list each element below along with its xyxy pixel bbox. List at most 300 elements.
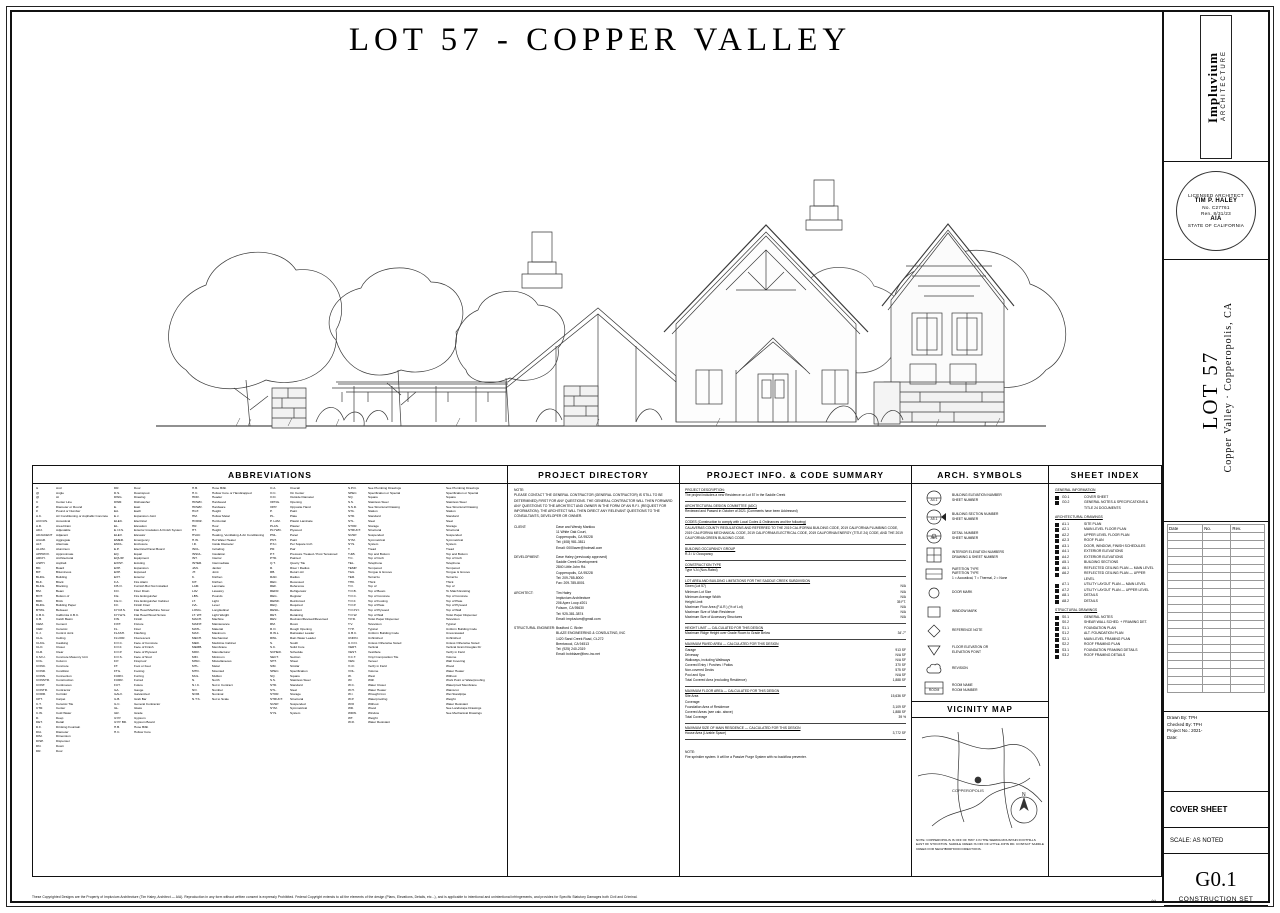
sheet-index-group-title: GENERAL INFORMATION [1055, 488, 1096, 492]
abbreviation-key: FURR. [114, 678, 124, 683]
abbreviation-value: Light Weight [212, 612, 230, 617]
abbreviation-value: Suspended [368, 532, 384, 537]
revision-cell [1231, 589, 1265, 597]
abbreviation-value: Recessed [290, 579, 304, 584]
project-info-row-value: 1,888 SF [892, 678, 906, 683]
directory-entry-label: ARCHITECT: [514, 590, 534, 595]
revision-cell [1231, 685, 1265, 693]
abbreviation-key: EXP. [114, 570, 121, 575]
abbreviation-value: Unless Otherwise Noted [368, 640, 402, 645]
abbreviation-value: Paint [290, 509, 298, 514]
abbreviation-value: Equal [134, 551, 142, 556]
abbreviation-value: Opening [290, 500, 302, 505]
abbreviation-value: To Match Existing [446, 589, 471, 594]
sheet-index-body [1049, 484, 1161, 667]
sheet-index-number: S2.2 [1062, 642, 1069, 647]
directory-entries [514, 525, 673, 658]
abbreviation-key: F.E.C. [114, 598, 123, 603]
symbol-label [952, 666, 1044, 670]
abbreviation-value: Fixture [134, 621, 144, 626]
abbreviation-value: Bituminous [56, 570, 72, 575]
abbreviation-value: Quarry Tile [290, 561, 306, 565]
abbreviation-key: SPEC. [270, 668, 280, 673]
abbreviation-value: Control Joint [56, 631, 74, 636]
sheet-index-row[interactable] [1055, 571, 1155, 582]
abbreviation-key: S.S. [270, 678, 276, 683]
project-info-row-label: Covered Areas (see calc. above) [685, 709, 733, 714]
checkbox-icon [1055, 534, 1059, 538]
abbreviation-value: Per Square Inch [290, 542, 313, 547]
abbreviation-value: Asphalt [56, 561, 67, 565]
abbreviation-value: Weight [368, 715, 378, 720]
directory-note [514, 488, 673, 520]
logo-box [1200, 15, 1232, 159]
abbreviation-key: INT. [192, 556, 198, 561]
project-info-row-label: Minimum Average Width [685, 594, 721, 599]
abbreviation-value: Furring [134, 673, 144, 678]
directory-entry-lines [556, 525, 673, 551]
sheet-index-number: G0.2 [1062, 500, 1070, 505]
interior-elevation-marker-icon [916, 546, 952, 564]
project-info-row-label: Height Limit [685, 599, 703, 604]
sheet-index-row[interactable] [1055, 653, 1155, 659]
vicinity-map [912, 718, 1048, 836]
checkbox-icon [1055, 622, 1059, 626]
abbreviation-key: ELEC. [114, 518, 123, 523]
abbreviation-value: Overall [290, 486, 300, 490]
checkbox-icon [1055, 523, 1059, 527]
abbreviation-key: STRUCT. [270, 696, 284, 701]
sheet-index-number: A5.1 [1062, 560, 1069, 565]
abbreviation-value: Maximum [212, 631, 226, 636]
abbreviation-key: FURN. [114, 673, 124, 678]
abbreviation-value: Height [212, 509, 221, 514]
abbreviation-value: Storage [368, 523, 379, 528]
svg-text:A5.1: A5.1 [930, 516, 938, 521]
sheet-index-number: S0.1 [1062, 614, 1069, 619]
project-meta-row: Checked By: TPH [1167, 721, 1202, 727]
abbreviation-key: N.I.C. [192, 682, 200, 687]
abbreviation-value: Work Point or Waterproofing [446, 678, 485, 683]
abbreviation-key: F.E. [114, 593, 120, 598]
abbreviation-value: Air Conditioning or Asphaltic Concrete [56, 514, 109, 519]
abbreviation-value: Fireproof [134, 659, 147, 664]
abbreviation-key: AGGR. [36, 537, 46, 542]
abbreviation-value: Similar [290, 664, 300, 669]
abbreviation-key: DIM. [36, 734, 43, 739]
project-meta-rows [1167, 715, 1265, 741]
abbreviation-value: Water Heater [446, 668, 465, 673]
abbreviation-key: CONN. [36, 673, 46, 678]
project-info-row-label: Maximum Size of Accessory Structures [685, 615, 743, 620]
abbreviation-key: Ø [36, 504, 39, 509]
abbreviation-value: Angle [56, 490, 64, 495]
abbreviation-value: Structural [368, 528, 382, 533]
abbreviation-value: Unless Otherwise Noted [446, 640, 480, 645]
revision-row [1168, 605, 1265, 613]
divider [685, 623, 906, 624]
abbreviation-value: Beam [56, 589, 65, 594]
abbreviation-value: Top and Bottom [368, 551, 390, 556]
firm-subtitle: ARCHITECTURE [1221, 49, 1227, 121]
abbreviation-value: Emergency [134, 537, 150, 542]
abbreviation-key: C.M.U. [36, 654, 46, 659]
abbreviation-key: MFR. [192, 650, 200, 655]
symbol-row [916, 488, 1044, 507]
sheet-index-number: A2.1 [1062, 527, 1069, 532]
abbreviation-value: Acoustical [56, 518, 71, 523]
project-info-row-label: Given (Lot 57) [685, 584, 706, 589]
abbreviation-key: FLUOR. [114, 636, 126, 640]
abbreviation-value: Storage [446, 523, 457, 528]
project-info-row-label: Minimum Lot Size [685, 589, 712, 594]
directory-line: Email: impluvium@gmail.com [556, 616, 601, 621]
panel-arch-symbols [912, 466, 1049, 876]
sheet-index-name: ALT. FOUNDATION PLAN [1084, 631, 1124, 636]
abbreviation-key: U.B.C. [348, 631, 358, 636]
sheet-index-name: GENERAL NOTES [1084, 614, 1113, 619]
symbol-label-line: ROOM NAME [952, 683, 973, 688]
sheet-index-group [1055, 515, 1155, 604]
abbreviation-key: MATL. [192, 626, 201, 631]
abbreviation-value: Ceramic [56, 626, 68, 631]
project-info-row-label: Maximum Floor Area (F.A.R.) (% of Lot) [685, 604, 743, 609]
directory-heading: PROJECT DIRECTORY [508, 466, 679, 484]
abbreviation-key: E.I.F.S. [114, 528, 124, 533]
abbreviation-value: Toilet Paper Dispenser [446, 612, 478, 617]
revision-row [1168, 533, 1265, 541]
abbreviation-value: On Center [290, 490, 305, 495]
directory-entry-lines [556, 591, 673, 623]
abbreviation-key: F.A. [114, 579, 120, 584]
abbreviation-value: Unfinished [368, 636, 383, 640]
project-info-section-title: BUILDING OCCUPANCY GROUP [685, 546, 736, 551]
project-info-row-label: Pool and Spa [685, 673, 705, 678]
revision-row [1168, 557, 1265, 565]
revision-cell [1203, 565, 1231, 573]
abbreviation-key: BLKG. [36, 584, 46, 589]
abbreviation-key: TYP. [348, 626, 355, 631]
abbreviation-key: H.B. [114, 725, 121, 730]
abbreviation-key: W. [348, 673, 352, 678]
abbreviation-value: See Plumbing Drawings [368, 486, 402, 490]
revision-cell [1231, 613, 1265, 621]
abbreviation-key: CONT. [36, 682, 46, 687]
abbreviation-value: Hose Bibb [212, 486, 227, 490]
directory-line: Folsom, CA 95630 [556, 606, 584, 611]
symbol-label-line: INTERIOR ELEVATION NUMBERS [952, 550, 1005, 555]
abbreviation-column [192, 486, 269, 753]
sheet-index-number: A6.2 [1062, 571, 1069, 576]
symbol-label [952, 567, 1044, 580]
revision-cell [1203, 549, 1231, 557]
abbreviation-value: Top of Plywood [368, 607, 389, 612]
sheet-index-name: FOUNDATION FRAMING DETAILS [1084, 647, 1138, 652]
abbreviation-column [426, 486, 503, 753]
abbreviation-key: T.O.B. [348, 589, 357, 594]
abbreviation-key: REF. [270, 584, 277, 589]
directory-line: Dave and Wendy Markiou [556, 524, 595, 529]
sheet-index-number: A8.1 [1062, 593, 1069, 598]
abbreviation-key: SUSP. [348, 532, 357, 537]
directory-line: 206 Apex Loop #201 [556, 601, 588, 606]
abbreviation-value: Square [368, 495, 378, 500]
revision-row [1168, 685, 1265, 693]
abbreviation-key: RET. [270, 612, 277, 617]
abbreviation-value: Telephone [368, 561, 383, 565]
abbreviation-key: SECT. [270, 654, 279, 659]
abbreviation-key: F.O.P. [114, 650, 123, 655]
abbreviation-key: HM. [192, 514, 198, 519]
project-info-row-value: N/A [900, 604, 906, 609]
project-title-block [1164, 260, 1268, 522]
abbreviation-key: BLDG. [36, 603, 46, 608]
project-info-row-value: 34'-7" [897, 631, 906, 636]
directory-line: 2840 Little John Rd. [556, 565, 587, 570]
directory-line: Dave Haley (previously approved) [556, 554, 608, 559]
abbreviation-value: Center [56, 706, 66, 711]
project-meta-row: Date: [1167, 734, 1178, 740]
abbreviation-key: MACH. [192, 617, 202, 622]
abbreviation-key: SPEC. [348, 490, 358, 495]
abbreviation-key: REINF. [270, 598, 280, 603]
abbreviation-key: W.I. [348, 692, 354, 697]
abbreviation-key: W/O [348, 701, 355, 706]
sheet-index-name: DETAILS [1084, 593, 1098, 598]
project-name: LOT 57 [1198, 351, 1222, 430]
abbreviation-key: P.T. [270, 551, 275, 556]
directory-line: Fax: 209-785-8001 [556, 581, 585, 586]
abbreviation-value: Mounted [212, 668, 225, 673]
abbreviation-row [348, 720, 425, 725]
abbreviation-key: T.C. [348, 556, 354, 561]
abbreviation-value: Top and Bottom [446, 551, 468, 556]
abbreviation-value: Maintenance [212, 621, 230, 626]
abbreviation-value: Drawing [134, 495, 146, 500]
sheet-index-row[interactable] [1055, 500, 1155, 511]
symbol-row [916, 545, 1044, 564]
sheet-scale: SCALE: AS NOTED [1164, 828, 1268, 854]
abbreviation-key: DWR. [114, 500, 123, 505]
abbreviation-key: S.S. [348, 500, 354, 505]
project-info-row-label: Total Covered Area (excluding Residence) [685, 678, 747, 683]
symbol-label-line: DOOR MARK [952, 590, 973, 595]
abbreviation-value: Panel [290, 532, 298, 537]
project-info-section [685, 626, 906, 636]
abbreviation-value: Waterproof Membrane [446, 682, 477, 687]
revision-cell [1168, 605, 1203, 613]
abbreviation-value: Typical [446, 621, 456, 626]
stamp-bottom: STATE OF CALIFORNIA [1187, 222, 1245, 228]
abbreviation-value: Fire Alarm [134, 579, 149, 584]
revision-cell [1203, 605, 1231, 613]
symbol-label-line: SHEET NUMBER [952, 497, 979, 502]
revision-cell [1231, 533, 1265, 541]
project-info-row-value: N/A [900, 615, 906, 620]
abbreviation-value: Fluorescent [134, 636, 151, 640]
symbol-row [916, 659, 1044, 678]
sheet-index-group [1055, 488, 1155, 511]
abbreviation-value: Joint [212, 570, 219, 575]
sheet-index-name: UTILITY LAYOUT PLAN — UPPER LEVEL [1084, 587, 1150, 592]
panel-sheet-index [1049, 466, 1161, 876]
abbreviation-key: REG. [270, 593, 278, 598]
abbreviation-value: West [368, 673, 375, 678]
abbreviation-value: Hardwood [212, 500, 227, 505]
abbreviation-key: E. [114, 504, 117, 509]
abbreviation-value: Tongue & Groove [446, 570, 471, 575]
abbreviation-value: Kitchen [212, 575, 223, 580]
abbreviation-value: Bottom of [56, 593, 70, 598]
abbreviation-key: MTD. [192, 668, 200, 673]
abbreviation-value: Diameter [56, 729, 69, 734]
abbreviation-value: Electrical [134, 518, 147, 523]
abbreviation-value: Material [212, 626, 224, 631]
revision-cell [1231, 581, 1265, 589]
architect-stamp [1164, 162, 1268, 260]
abbreviation-value: Verify in Field [368, 664, 387, 669]
abbreviation-key: F.F. [114, 603, 119, 608]
abbreviation-key: VOL. [348, 668, 356, 673]
abbreviation-value: Building Paper [56, 603, 77, 608]
revision-cell [1203, 573, 1231, 581]
abbreviation-value: Caulking [56, 640, 69, 645]
abbreviation-value: Hour [212, 523, 219, 528]
abbreviation-key: PLYWD. [270, 528, 282, 533]
sheet-index-group-title: STRUCTURAL DRAWINGS [1055, 608, 1098, 613]
project-info-section-title: CONSTRUCTION TYPE [685, 563, 722, 568]
sheet-index-number: A6.1 [1062, 565, 1069, 570]
abbreviation-value: See Structural Drawing [446, 504, 478, 509]
revision-cell [1168, 645, 1203, 653]
checkbox-icon [1055, 600, 1059, 604]
project-info-row-value: 39 % [898, 714, 906, 719]
directory-entry-label: CLIENT: [514, 524, 527, 529]
sheet-index-name: BUILDING SECTIONS [1084, 560, 1119, 565]
sheet-index-number: G0.1 [1062, 494, 1070, 499]
revision-cell [1168, 661, 1203, 669]
abbreviation-value: Painted [290, 556, 301, 561]
abbreviation-value: Elevation [134, 523, 147, 528]
directory-entry-label: STRUCTURAL ENGINEER: [514, 626, 556, 631]
revision-cell [1168, 621, 1203, 629]
abbreviation-value: General Contractor [134, 701, 161, 706]
abbreviation-value: Plate [290, 514, 298, 519]
abbreviation-key: CER. [36, 626, 44, 631]
project-info-row-label: Total Coverage [685, 714, 708, 719]
symbol-label-line: WINDOW MARK [952, 609, 977, 614]
sheet-index-name: MAIN LEVEL FRAMING PLAN [1084, 636, 1131, 641]
project-info-row-value: 15,636 SF [890, 694, 906, 699]
room-tag-icon [916, 679, 952, 697]
abbreviation-key: SYM. [348, 537, 356, 542]
checkbox-icon [1055, 649, 1059, 653]
abbreviation-value: Existing [134, 561, 145, 565]
abbreviation-key: STL. [270, 687, 277, 692]
revision-header-row [1168, 525, 1265, 533]
abbreviation-key: FTG. [114, 668, 122, 673]
abbreviation-value: Metal [212, 664, 220, 669]
sheet-index-name: DETAILS [1084, 598, 1098, 603]
project-info-line: CALAVERAS COUNTY REGULATIONS AND REFERRED TO THE 2019 CALIFORNIA BUILDING CODE, 2019 CALIFORNIA PLUMBING CODE, 2019 CALIFORNIA MECHANICAL CODE, 2019 CALIFORNIA ELECTRICAL CODE, 2019 CALIFORNIA ENERGY (TITLE 24) CODE, AND THE 2019 CALIFORNIA GREEN BUILDING CODE. [685, 525, 903, 540]
page-title: LOT 57 - COPPER VALLEY [348, 22, 852, 58]
abbreviation-value: Suspended [290, 701, 306, 706]
abbreviation-value: Top of [446, 584, 455, 589]
revision-cell [1168, 549, 1203, 557]
abbreviation-key: OPNG. [270, 500, 280, 505]
abbreviation-key: V.C.T. [348, 654, 357, 659]
abbreviation-value: Grab Bar [134, 696, 147, 701]
abbreviation-value: Vertical Grain Douglas Fir [446, 645, 482, 650]
symbol-label-line: DETAIL NUMBER [952, 531, 979, 536]
abbreviation-key: PR. [270, 546, 276, 551]
sheet-index-number: S1.1 [1062, 625, 1069, 630]
abbreviation-value: Tempered [368, 565, 382, 570]
stamp-lic: No. C27761 [1202, 205, 1230, 211]
abbreviation-value: Laminate [212, 584, 225, 589]
abbreviation-key: RB. [270, 570, 276, 575]
revision-row [1168, 637, 1265, 645]
revision-row [1168, 661, 1265, 669]
abbreviation-value: Detail [56, 720, 64, 725]
abbreviation-value: See Landscape Drawings [446, 706, 482, 711]
abbreviation-key: GA. [114, 687, 120, 692]
abbreviation-value: Top of [368, 584, 377, 589]
abbreviation-value: Carpet [56, 696, 66, 701]
abbreviation-key: EXT. [114, 575, 121, 580]
abbreviation-value: Window [368, 711, 380, 715]
revision-row [1168, 613, 1265, 621]
project-info-section [685, 579, 906, 620]
abbreviation-value: Light [212, 598, 219, 603]
project-info-row [685, 615, 906, 620]
abbreviation-key: D.F. [36, 725, 42, 730]
revision-row [1168, 573, 1265, 581]
abbreviation-value: With [368, 678, 375, 683]
abbreviation-value: Future [134, 682, 143, 687]
abbreviation-key: GYP. BD. [114, 720, 128, 725]
project-info-row-label: Garage [685, 647, 696, 652]
sheet-index-group [1055, 608, 1155, 659]
revision-row [1168, 629, 1265, 637]
partition-type-icon [916, 565, 952, 583]
abbreviation-key: STOR. [348, 523, 358, 528]
abbreviation-value: Wrought Iron [368, 692, 386, 697]
symbol-label-line: SHEET NUMBER [952, 535, 979, 540]
revision-cell [1231, 621, 1265, 629]
checkbox-icon [1055, 616, 1059, 620]
abbreviation-key: C.B. [36, 617, 43, 622]
abbreviation-value: Verify in Field [446, 650, 465, 655]
abbreviation-key: @ [36, 490, 40, 495]
abbreviation-value: Intermediate [212, 561, 230, 565]
abbreviation-key: PTD. [270, 556, 278, 561]
sheet-index-name: REFLECTED CEILING PLAN — UPPER LEVEL [1084, 571, 1146, 581]
abbreviation-key: H.W. [192, 537, 199, 542]
abbreviation-key: BD. [36, 565, 42, 570]
abbreviation-key: KIT. [192, 579, 198, 584]
symbol-label-line: PARTITION TYPE [952, 566, 979, 571]
abbreviation-key: CONC. [36, 664, 46, 669]
divider [685, 686, 906, 687]
abbreviation-value: Continuous [56, 682, 72, 687]
abbreviation-value: Station [368, 509, 378, 514]
project-info-row-label: Maximum Size of Main Residence [685, 609, 735, 614]
abbreviation-value: Resilient [290, 607, 302, 612]
abbreviation-key: C [36, 500, 39, 505]
abbreviation-value: Solid Core [290, 645, 305, 650]
sheet-index-row[interactable] [1055, 599, 1155, 605]
